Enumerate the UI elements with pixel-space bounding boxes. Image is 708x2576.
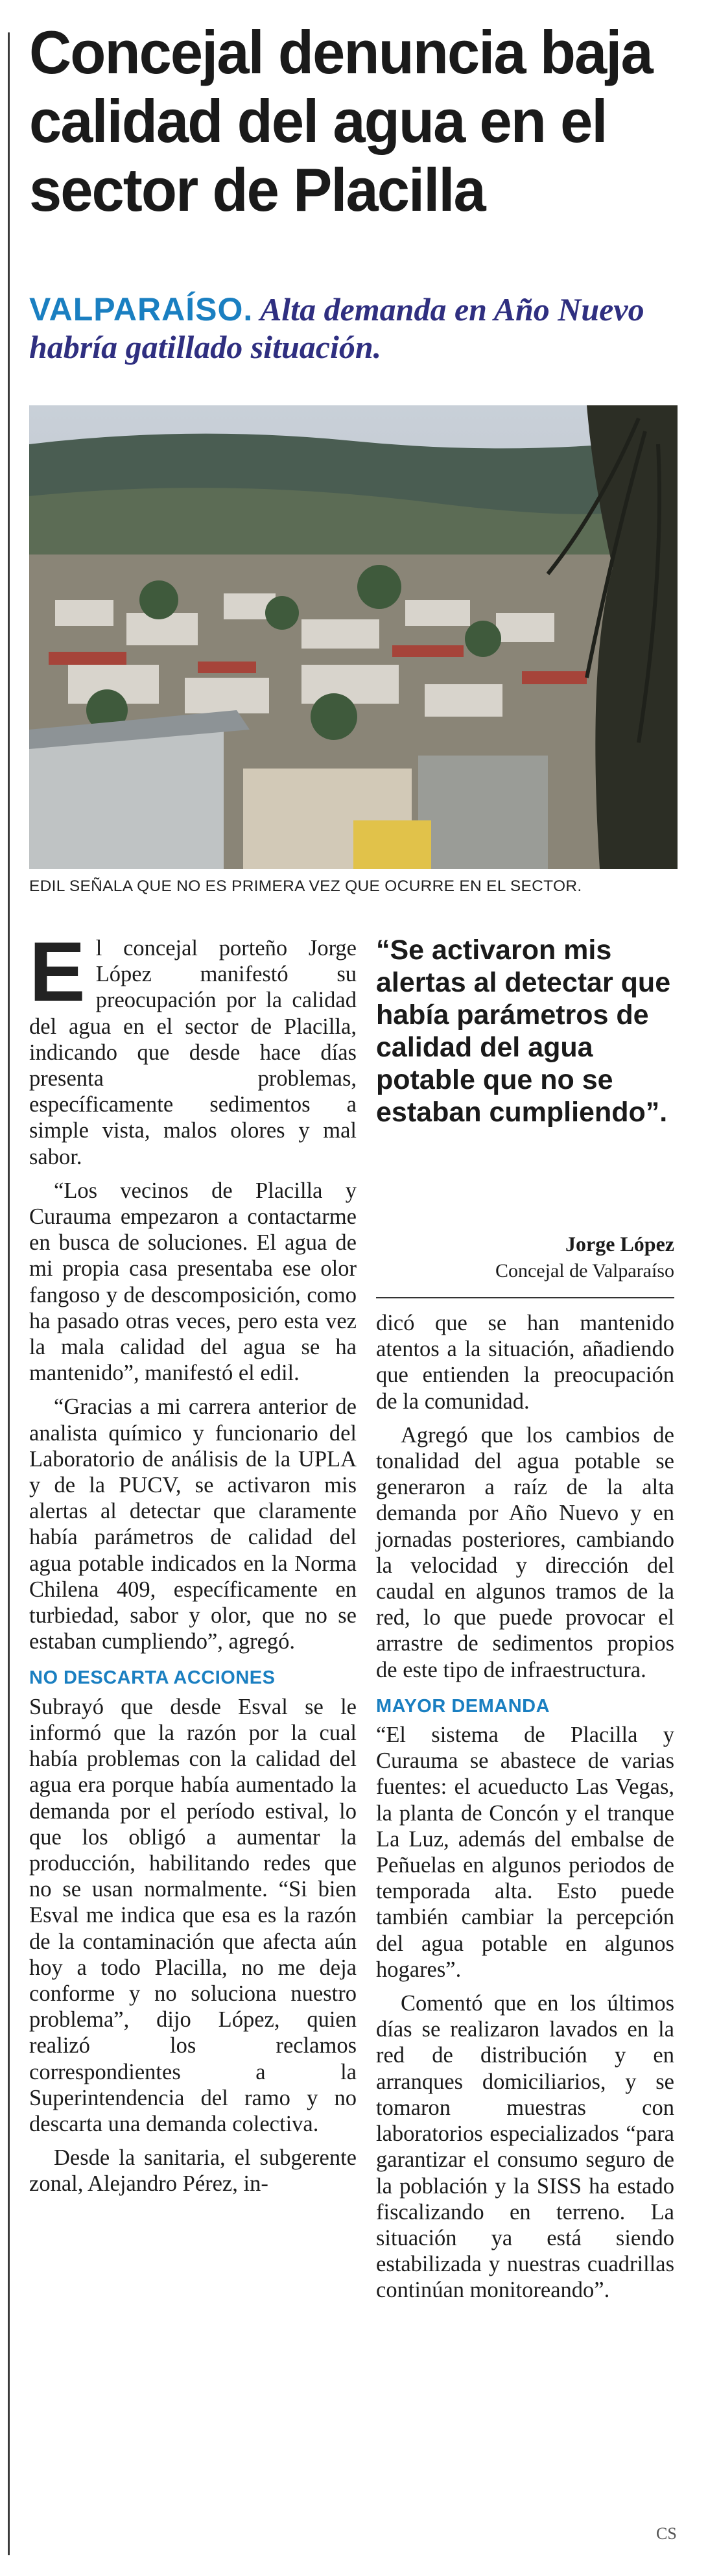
drop-cap: E	[29, 924, 86, 1019]
deck	[29, 291, 678, 366]
headline: Concejal denuncia baja calidad del agua en el sector de Placilla	[29, 18, 652, 224]
article-paragraph: “Los vecinos de Placilla y Curauma empezaron a contactarme en busca de soluciones. El agua de mi propia casa presentaba ese olor fangoso y de descomposición, como ha pasado otras veces, pero esta vez la mala calidad del agua se ha mantenido”, manifestó el edil.	[29, 1178, 357, 1386]
article-column-right	[376, 1310, 674, 2311]
quote-author-role: Concejal de Valparaíso	[495, 1260, 674, 1282]
left-column-rule	[8, 32, 10, 2555]
quote-divider	[376, 1297, 674, 1298]
article-paragraph: Desde la sanitaria, el subgerente zonal, Alejandro Pérez, in-	[29, 2145, 357, 2197]
author-end-mark: CS	[656, 2524, 677, 2543]
article-paragraph: Subrayó que desde Esval se le informó que la razón por la cual había problemas con la calidad del agua era porque había aumentado la demanda por el período estival, lo que los obligó a aumentar la producción, habilitando redes que no se usan normalmente. “Si bien Esval me indica que esa es la razón de la contaminación que afecta aún hoy a todo Placilla, no me deja conforme y no soluciona nuestro problema”, dijo López, quien realizó los reclamos correspondientes a la Superintendencia del ramo y no descarta una demanda colectiva.	[29, 1694, 357, 2136]
article-paragraph: “Gracias a mi carrera anterior de analista químico y funcionario del Laboratorio de análisis de la UPLA y de la PUCV, se activaron mis alertas al detectar que claramente había parámetros de calidad del agua potable indicados en la Norma Chilena 409, específicamente en turbiedad, sabor y olor, que no se estaban cumpliendo”, agregó.	[29, 1394, 357, 1654]
article-paragraph: dicó que se han mantenido atentos a la situación, añadiendo que entienden la preocupación de la comunidad.	[376, 1311, 674, 1414]
article-paragraph: “El sistema de Placilla y Curauma se abastece de varias fuentes: el acueducto Las Vegas, la planta de Concón y el tranque La Luz, además del embalse de Peñuelas en algunos periodos de temporada alta. Esto puede también cambiar la percepción del agua potable en algunos hogares”.	[376, 1723, 674, 1982]
deck-summary: Alta demanda en Año Nuevo habría gatillado situación.	[29, 291, 644, 365]
quote-author: Jorge López	[565, 1232, 674, 1256]
subhead-no-descarta: NO DESCARTA ACCIONES	[29, 1667, 276, 1689]
news-photo	[29, 405, 678, 869]
subhead-mayor-demanda: MAYOR DEMANDA	[376, 1695, 550, 1717]
deck-place: VALPARAÍSO.	[29, 291, 254, 328]
article-column-left	[29, 924, 357, 2205]
article-paragraph: Agregó que los cambios de tonalidad del agua potable se generaron a raíz de la alta demanda por Año Nuevo y en jornadas posteriores, cambiando la velocidad y dirección del caudal en algunos tramos de la red, lo que puede provocar el arrastre de sedimentos propios de este tipo de infraestructura.	[376, 1422, 674, 1682]
town-landscape-illustration	[29, 405, 678, 869]
article-paragraph: Comentó que en los últimos días se realizaron lavados en la red de distribución y en arranques domiciliarios, y se tomaron muestras con laboratorios especializados “para garantizar el consumo seguro de la población y la SISS ha estado fiscalizando en terreno. La situación ya está siendo estabilizada y nuestras cuadrillas continúan monitoreando”.	[376, 1991, 674, 2303]
article-paragraph: E l concejal porteño Jorge López manifestó su preocupación por la calidad del agua en el sector de Placilla, indicando que desde hace días presenta problemas, específicamente sedimentos a simple vista, malos olores y mal sabor.	[29, 924, 357, 1169]
pull-quote: “Se activaron mis alertas al detectar que había parámetros de calidad del agua potable que no se estaban cumpliendo”.	[376, 935, 671, 1128]
photo-caption: EDIL SEÑALA QUE NO ES PRIMERA VEZ QUE OCURRE EN EL SECTOR.	[29, 877, 582, 895]
